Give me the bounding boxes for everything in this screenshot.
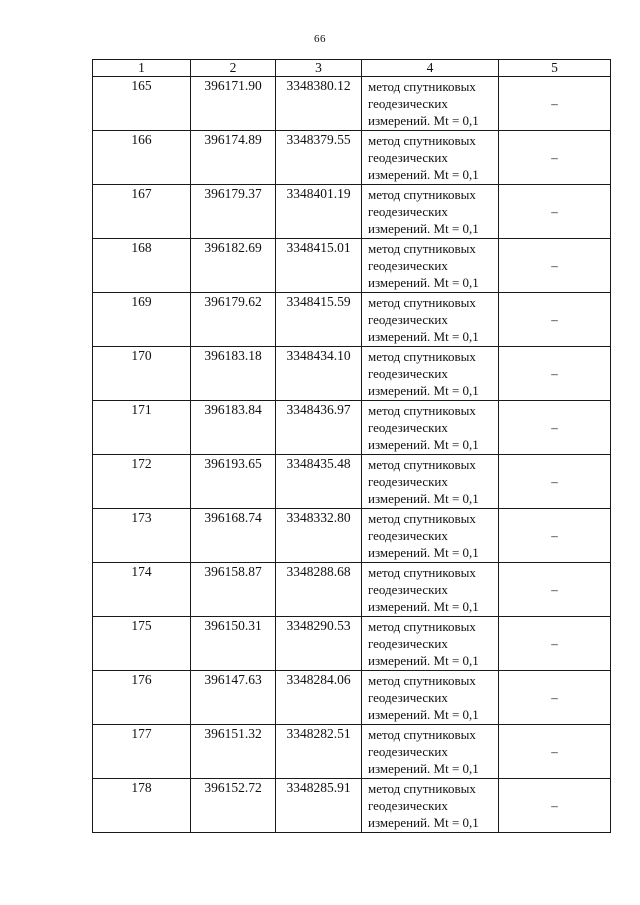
header-col-4: 4: [362, 60, 499, 77]
y-coordinate-cell: 3348288.68: [276, 563, 362, 617]
table-row: [93, 347, 611, 401]
point-number-cell: 173: [93, 509, 191, 563]
table-row: [93, 77, 611, 131]
point-number-cell: 169: [93, 293, 191, 347]
header-col-2: 2: [191, 60, 276, 77]
method-cell: метод спутниковых геодезических измерений. Mt = 0,1: [362, 725, 499, 779]
point-number-cell: 167: [93, 185, 191, 239]
point-number-cell: 177: [93, 725, 191, 779]
method-cell: метод спутниковых геодезических измерений. Mt = 0,1: [362, 563, 499, 617]
x-coordinate-cell: 396183.84: [191, 401, 276, 455]
x-coordinate-cell: 396179.62: [191, 293, 276, 347]
x-coordinate-cell: 396151.32: [191, 725, 276, 779]
x-coordinate-cell: 396174.89: [191, 131, 276, 185]
x-coordinate-cell: 396179.37: [191, 185, 276, 239]
y-coordinate-cell: 3348284.06: [276, 671, 362, 725]
x-coordinate-cell: 396171.90: [191, 77, 276, 131]
y-coordinate-cell: 3348436.97: [276, 401, 362, 455]
note-cell: –: [499, 239, 611, 293]
method-cell: метод спутниковых геодезических измерений. Mt = 0,1: [362, 77, 499, 131]
point-number-cell: 166: [93, 131, 191, 185]
y-coordinate-cell: 3348379.55: [276, 131, 362, 185]
x-coordinate-cell: 396158.87: [191, 563, 276, 617]
x-coordinate-cell: 396152.72: [191, 779, 276, 833]
point-number-cell: 174: [93, 563, 191, 617]
x-coordinate-cell: 396193.65: [191, 455, 276, 509]
method-cell: метод спутниковых геодезических измерений. Mt = 0,1: [362, 347, 499, 401]
table-row: [93, 239, 611, 293]
table-row: [93, 563, 611, 617]
page-number: 66: [314, 33, 326, 45]
point-number-cell: 175: [93, 617, 191, 671]
header-row: [93, 60, 611, 77]
note-cell: –: [499, 77, 611, 131]
y-coordinate-cell: 3348290.53: [276, 617, 362, 671]
note-cell: –: [499, 779, 611, 833]
x-coordinate-cell: 396183.18: [191, 347, 276, 401]
method-cell: метод спутниковых геодезических измерений. Mt = 0,1: [362, 509, 499, 563]
point-number-cell: 171: [93, 401, 191, 455]
point-number-cell: 165: [93, 77, 191, 131]
y-coordinate-cell: 3348415.59: [276, 293, 362, 347]
note-cell: –: [499, 131, 611, 185]
y-coordinate-cell: 3348435.48: [276, 455, 362, 509]
note-cell: –: [499, 725, 611, 779]
point-number-cell: 178: [93, 779, 191, 833]
note-cell: –: [499, 671, 611, 725]
table-row: [93, 779, 611, 833]
header-col-5: 5: [499, 60, 611, 77]
y-coordinate-cell: 3348415.01: [276, 239, 362, 293]
point-number-cell: 170: [93, 347, 191, 401]
note-cell: –: [499, 509, 611, 563]
table-row: [93, 617, 611, 671]
note-cell: –: [499, 293, 611, 347]
method-cell: метод спутниковых геодезических измерений. Mt = 0,1: [362, 401, 499, 455]
y-coordinate-cell: 3348380.12: [276, 77, 362, 131]
table-row: [93, 131, 611, 185]
point-number-cell: 172: [93, 455, 191, 509]
note-cell: –: [499, 185, 611, 239]
note-cell: –: [499, 401, 611, 455]
note-cell: –: [499, 455, 611, 509]
method-cell: метод спутниковых геодезических измерений. Mt = 0,1: [362, 185, 499, 239]
x-coordinate-cell: 396150.31: [191, 617, 276, 671]
method-cell: метод спутниковых геодезических измерений. Mt = 0,1: [362, 779, 499, 833]
table-row: [93, 455, 611, 509]
y-coordinate-cell: 3348434.10: [276, 347, 362, 401]
method-cell: метод спутниковых геодезических измерений. Mt = 0,1: [362, 671, 499, 725]
coordinates-table: [92, 59, 611, 833]
table-row: [93, 293, 611, 347]
method-cell: метод спутниковых геодезических измерений. Mt = 0,1: [362, 455, 499, 509]
y-coordinate-cell: 3348401.19: [276, 185, 362, 239]
point-number-cell: 176: [93, 671, 191, 725]
table-row: [93, 509, 611, 563]
x-coordinate-cell: 396182.69: [191, 239, 276, 293]
x-coordinate-cell: 396168.74: [191, 509, 276, 563]
table-row: [93, 401, 611, 455]
table-row: [93, 671, 611, 725]
table-body: [93, 77, 611, 833]
method-cell: метод спутниковых геодезических измерений. Mt = 0,1: [362, 131, 499, 185]
note-cell: –: [499, 617, 611, 671]
y-coordinate-cell: 3348282.51: [276, 725, 362, 779]
note-cell: –: [499, 563, 611, 617]
method-cell: метод спутниковых геодезических измерений. Mt = 0,1: [362, 293, 499, 347]
table-header: [93, 60, 611, 77]
header-col-3: 3: [276, 60, 362, 77]
header-col-1: 1: [93, 60, 191, 77]
method-cell: метод спутниковых геодезических измерений. Mt = 0,1: [362, 239, 499, 293]
y-coordinate-cell: 3348332.80: [276, 509, 362, 563]
table-row: [93, 725, 611, 779]
method-cell: метод спутниковых геодезических измерений. Mt = 0,1: [362, 617, 499, 671]
table-row: [93, 185, 611, 239]
y-coordinate-cell: 3348285.91: [276, 779, 362, 833]
x-coordinate-cell: 396147.63: [191, 671, 276, 725]
note-cell: –: [499, 347, 611, 401]
point-number-cell: 168: [93, 239, 191, 293]
